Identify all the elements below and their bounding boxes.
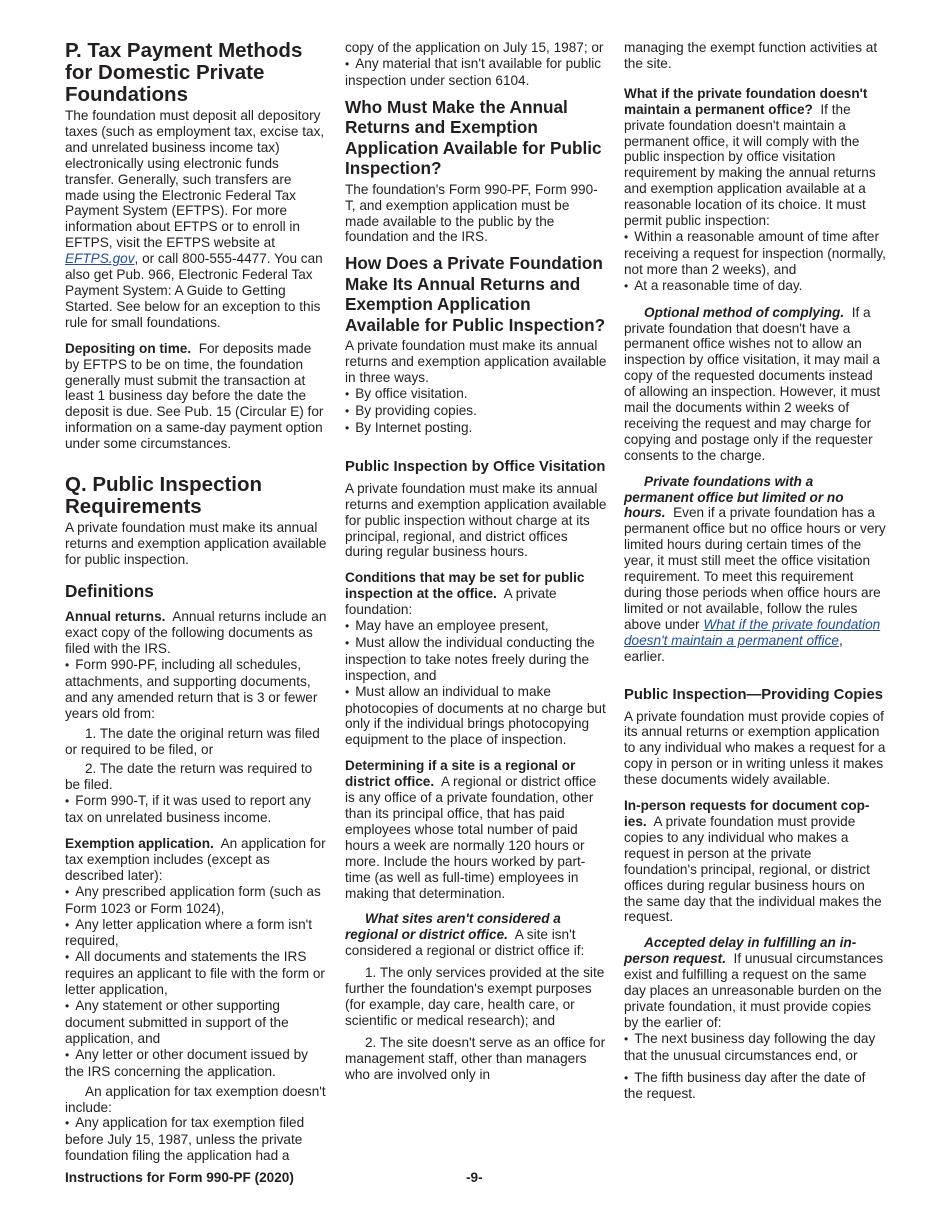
list-item: • Must allow the individual conducting the inspection to take notes freely during the inspection, and bbox=[345, 635, 607, 684]
continued-text: managing the exempt function activities at the site. bbox=[624, 40, 878, 71]
list-item: • Any material that isn't available for public inspection under section 6104. bbox=[345, 56, 607, 89]
footer-form-title: Instructions for Form 990-PF (2020) bbox=[65, 1170, 294, 1185]
annual-returns-paragraph: Annual returns. Annual returns include an exact copy of the following documents as filed with the IRS. bbox=[65, 609, 327, 657]
accepted-delay-paragraph: Accepted delay in fulfilling an in-person request. If unusual circumstances exist and fulfilling a request on the same day places an unreasonable burden on the private foundation, it must provide copies by the earlier of: bbox=[624, 935, 884, 1030]
exemption-not-include: An application for tax exemption doesn't include: bbox=[65, 1083, 326, 1115]
list-item: • At a reasonable time of day. bbox=[624, 278, 886, 295]
list-item: • Form 990-T, if it was used to report any tax on unrelated business income. bbox=[65, 793, 327, 826]
eftps-paragraph: The foundation must deposit all depository taxes (such as employment tax, excise tax, and unrelated business income tax) electronically using electronic funds transfer. Generally, such transfers are made using the Electronic Federal Tax Payment System (EFTPS). For more information about EFTPS or to enroll in EFTPS, visit the EFTPS website at EFTPS.gov, or call 800-555-4477. You can also get Pub. 966, Electronic Federal Tax Payment System: A Guide to Getting Started. See below for an exception to this rule for small foundations. bbox=[65, 108, 325, 330]
office-visitation-text: A private foundation must make its annual returns and exemption application available for public inspection without charge at its principal, regional, and district offices during regular business hours. bbox=[345, 480, 607, 560]
list-item: • Must allow an individual to make photocopies of documents at no charge but only if the individual brings photocopying equipment to the place of inspection. bbox=[345, 684, 607, 749]
column-2 bbox=[345, 40, 607, 1083]
no-permanent-office-paragraph: What if the private foundation doesn't maintain a permanent office? If the private foundation doesn't maintain a permanent office, it will comply with the public inspection by office visitation requirement by making the annual returns and exemption application available at a reasonable location of its choice. It must permit public inspection: bbox=[624, 85, 876, 229]
list-item: • The fifth business day after the date of the request. bbox=[624, 1070, 886, 1103]
section-q-heading: Q. Public Inspection Requirements bbox=[65, 473, 263, 519]
list-item: 2. The date the return was required to be filed. bbox=[65, 761, 313, 793]
permanent-office-link[interactable]: What if the private foundation doesn't maintain a permanent office bbox=[624, 616, 881, 648]
list-item: • May have an employee present, bbox=[345, 618, 607, 635]
list-item: • All documents and statements the IRS requires an applicant to file with the form or letter application, bbox=[65, 949, 327, 998]
column-1 bbox=[65, 40, 327, 1164]
continued-text: copy of the application on July 15, 1987; or bbox=[345, 40, 604, 55]
limited-hours-paragraph: Private foundations with a permanent office but limited or no hours. Even if a private foundation has a permanent office but no office hours or very limited hours during certain times of the year, it must still meet the office visitation requirement. To meet this requirement during those periods when office hours are limited or not available, follow the rules above under What if the private foundation doesn't maintain a permanent office, earlier. bbox=[624, 473, 886, 664]
list-item: 1. The date the original return was filed or required to be filed, or bbox=[65, 725, 320, 757]
list-item: 1. The only services provided at the site further the foundation's exempt purposes (for example, day care, health care, or scientific or medical research); and bbox=[345, 965, 605, 1028]
list-item: • Any statement or other supporting document submitted in support of the application, and bbox=[65, 998, 327, 1047]
list-item: • Within a reasonable amount of time after receiving a request for inspection (normally, not more than 2 weeks), and bbox=[624, 229, 886, 278]
who-must-heading: Who Must Make the Annual Returns and Exemption Application Available for Public Inspection? bbox=[345, 96, 602, 179]
eftps-link[interactable]: EFTPS.gov bbox=[65, 251, 135, 267]
definitions-heading: Definitions bbox=[65, 580, 154, 601]
determining-paragraph: Determining if a site is a regional or district office. A regional or district office is any office of a private foundation, other than its principal office, that has paid employees whose total number of paid hours a week are normally 120 hours or more. Include the hours worked by part-time (as well as full-time) employees in making that determination. bbox=[345, 758, 597, 901]
column-3 bbox=[624, 40, 886, 1102]
how-does-heading: How Does a Private Foundation Make Its Annual Returns and Exemption Application Available for Public Inspection? bbox=[345, 253, 606, 335]
list-item: • Any application for tax exemption filed before July 15, 1987, unless the private foundation filing the application had a bbox=[65, 1115, 327, 1164]
exemption-application-paragraph: Exemption application. An application for tax exemption includes (except as described later): bbox=[65, 836, 326, 883]
what-sites-paragraph: What sites aren't considered a regional or district office. A site isn't considered a regional or district office if: bbox=[345, 911, 585, 959]
list-item: • The next business day following the day that the unusual circumstances end, or bbox=[624, 1031, 886, 1064]
how-does-text: A private foundation must make its annual returns and exemption application available in three ways. bbox=[345, 338, 607, 386]
list-item: 2. The site doesn't serve as an office for management staff, other than managers who are involved only in bbox=[345, 1034, 606, 1082]
section-p-heading: P. Tax Payment Methods for Domestic Private Foundations bbox=[65, 39, 303, 106]
in-person-paragraph: In-person requests for document cop-ies. A private foundation must provide copies to any individual who makes a request in person at the private foundation's principal, regional, or district offices during regular business hours on the same day that the individual makes the request. bbox=[624, 798, 882, 925]
depositing-paragraph: Depositing on time. For deposits made by EFTPS to be on time, the foundation generally must submit the transaction at least 1 business day before the date the deposit is due. See Pub. 15 (Circular E) for information on a same-day payment option under some circumstances. bbox=[65, 340, 324, 452]
list-item: • By Internet posting. bbox=[345, 420, 607, 437]
conditions-paragraph: Conditions that may be set for public inspection at the office. A private foundation: bbox=[345, 570, 585, 618]
providing-copies-heading: Public Inspection—Providing Copies bbox=[624, 686, 883, 703]
q-intro: A private foundation must make its annual returns and exemption application available for public inspection. bbox=[65, 520, 327, 567]
page-number: -9- bbox=[466, 1170, 483, 1185]
list-item: • Any prescribed application form (such as Form 1023 or Form 1024), bbox=[65, 884, 327, 917]
list-item: • By providing copies. bbox=[345, 403, 607, 420]
list-item: • Form 990-PF, including all schedules, attachments, and supporting documents, and any amended return that is 3 or fewer years old from: bbox=[65, 657, 327, 722]
providing-copies-text: A private foundation must provide copies of its annual returns or exemption application to any individual who makes a request for a copy in person or in writing unless it makes these documents widely available. bbox=[624, 708, 886, 788]
office-visitation-heading: Public Inspection by Office Visitation bbox=[345, 458, 606, 475]
who-must-text: The foundation's Form 990-PF, Form 990-T, and exemption application must be made available to the public by the foundation and the IRS. bbox=[345, 181, 598, 245]
optional-method-paragraph: Optional method of complying. If a private foundation that doesn't have a permanent office wishes not to allow an inspection by office visitation, it may mail a copy of the requested documents instead of allowing an inspection. However, it must mail the documents within 2 weeks of receiving the request and may charge for copying and postage only if the requester consents to the charge. bbox=[624, 304, 881, 463]
list-item: • Any letter application where a form isn't required, bbox=[65, 917, 327, 950]
list-item: • By office visitation. bbox=[345, 386, 607, 403]
list-item: • Any letter or other document issued by the IRS concerning the application. bbox=[65, 1047, 327, 1080]
